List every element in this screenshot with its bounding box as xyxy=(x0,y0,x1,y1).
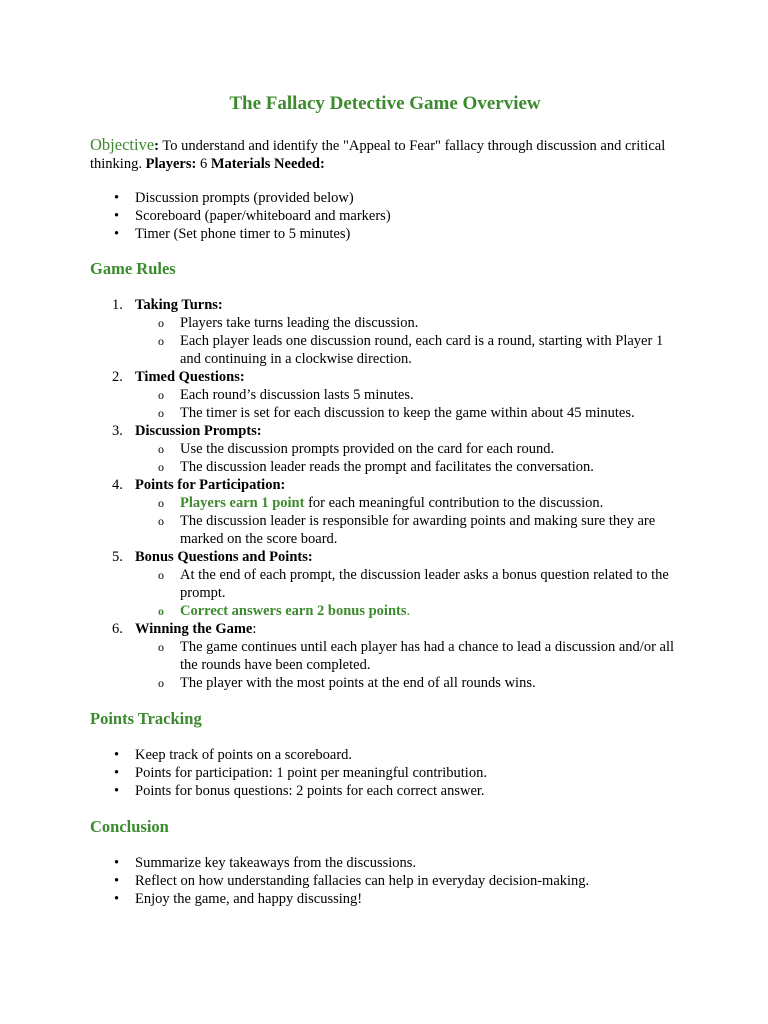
list-item: o The player with the most points at the end of all rounds wins. xyxy=(158,675,536,691)
objective-text: To understand and identify the "Appeal to Fear" fallacy through discussion and critical thinking. xyxy=(90,138,666,172)
rule-number: 3. xyxy=(112,423,123,439)
players-label: Players: xyxy=(145,156,197,172)
conclusion-list xyxy=(90,854,680,908)
sub-bullet-icon: o xyxy=(158,568,164,582)
conclusion-heading: Conclusion xyxy=(90,817,169,836)
rule-title: Winning the Game xyxy=(135,621,253,637)
rule-title: Points for Participation: xyxy=(135,477,286,493)
sub-bullet-icon: o xyxy=(158,514,164,528)
sub-bullet-icon: o xyxy=(158,442,164,456)
sub-bullet-icon: o xyxy=(158,388,164,402)
bullet-icon: • xyxy=(114,783,120,799)
rule-item-timed-questions xyxy=(112,368,680,422)
rule-item-points-participation xyxy=(112,476,680,548)
list-item: • Reflect on how understanding fallacies can help in everyday decision-making. xyxy=(114,873,590,889)
list-item: • Points for bonus questions: 2 points for each correct answer. xyxy=(114,783,485,799)
rules-list xyxy=(90,296,680,692)
sub-bullet-icon: o xyxy=(158,460,164,474)
list-item: o Each player leads one discussion round, each card is a round, starting with Player 1 and continuing in a clockwise direction. xyxy=(158,333,664,367)
sub-bullet-icon: o xyxy=(158,676,164,690)
bullet-icon: • xyxy=(114,765,120,781)
rule-item-winning: 6. Winning the Game: o The game continues until each player has had a chance to lead a discussion and/or all the rounds have been completed. o The player with the most points at the end of all rounds wins. xyxy=(135,620,680,692)
list-item: o The game continues until each player has had a chance to lead a discussion and/or all the rounds have been completed. xyxy=(158,639,675,673)
bullet-icon: • xyxy=(114,190,120,206)
list-item: • Scoreboard (paper/whiteboard and markers) xyxy=(114,208,391,224)
sub-bullet-icon: o xyxy=(158,604,164,618)
rule-title: Timed Questions: xyxy=(135,369,245,385)
list-item: o The discussion leader is responsible for awarding points and making sure they are marked on the score board. xyxy=(158,513,656,547)
sub-bullet-icon: o xyxy=(158,334,164,348)
points-tracking-heading: Points Tracking xyxy=(90,709,202,728)
list-item: • Keep track of points on a scoreboard. xyxy=(114,747,353,763)
rule-sublist xyxy=(135,494,680,548)
objective-colon: : xyxy=(154,138,159,154)
list-item: o At the end of each prompt, the discussion leader asks a bonus question related to the prompt. xyxy=(158,567,669,601)
bullet-icon: • xyxy=(114,747,120,763)
sub-bullet-icon: o xyxy=(158,316,164,330)
materials-label: Materials Needed: xyxy=(210,156,325,172)
list-item: o Use the discussion prompts provided on the card for each round. xyxy=(158,441,555,457)
rule-item-taking-turns xyxy=(112,296,680,368)
players-value: 6 xyxy=(196,156,211,172)
bullet-icon: • xyxy=(114,855,120,871)
sub-bullet-icon: o xyxy=(158,406,164,420)
materials-list xyxy=(90,189,680,243)
rule-sublist xyxy=(135,314,680,368)
rule-sublist xyxy=(135,386,680,422)
list-item: o Players take turns leading the discussion. xyxy=(158,315,419,331)
rule-number: 5. xyxy=(112,549,123,565)
objective-paragraph xyxy=(90,136,680,173)
list-item: o Each round’s discussion lasts 5 minutes. xyxy=(158,387,414,403)
list-item: o Correct answers earn 2 bonus points. xyxy=(158,603,411,619)
list-item: • Timer (Set phone timer to 5 minutes) xyxy=(114,226,351,242)
list-item: o Players earn 1 point for each meaningful contribution to the discussion. xyxy=(158,495,604,511)
bullet-icon: • xyxy=(114,226,120,242)
list-item: • Enjoy the game, and happy discussing! xyxy=(114,891,363,907)
page-title: The Fallacy Detective Game Overview xyxy=(229,93,541,114)
rule-title: Discussion Prompts: xyxy=(135,423,262,439)
list-item: • Summarize key takeaways from the discussions. xyxy=(114,855,417,871)
rule-number: 2. xyxy=(112,369,123,385)
rule-number: 4. xyxy=(112,477,123,493)
bullet-icon: • xyxy=(114,873,120,889)
rule-sublist xyxy=(135,638,680,692)
list-item: o The timer is set for each discussion to keep the game within about 45 minutes. xyxy=(158,405,635,421)
objective-label: Objective xyxy=(90,135,155,154)
document-page xyxy=(90,92,680,908)
list-item: • Points for participation: 1 point per meaningful contribution. xyxy=(114,765,487,781)
list-item: • Discussion prompts (provided below) xyxy=(114,190,354,206)
rule-title: Bonus Questions and Points: xyxy=(135,549,313,565)
sub-bullet-icon: o xyxy=(158,496,164,510)
rule-title: Taking Turns: xyxy=(135,297,223,313)
rule-number: 1. xyxy=(112,297,123,313)
list-item: o The discussion leader reads the prompt and facilitates the conversation. xyxy=(158,459,594,475)
game-rules-heading: Game Rules xyxy=(90,259,176,278)
bullet-icon: • xyxy=(114,208,120,224)
bullet-icon: • xyxy=(114,891,120,907)
rule-item-discussion-prompts xyxy=(112,422,680,476)
highlight-text: Players earn 1 point xyxy=(180,495,305,511)
rule-sublist xyxy=(135,440,680,476)
rule-item-bonus-questions xyxy=(112,548,680,620)
points-tracking-list xyxy=(90,746,680,800)
rule-number: 6. xyxy=(112,621,123,637)
rule-sublist xyxy=(135,566,680,620)
sub-bullet-icon: o xyxy=(158,640,164,654)
highlight-text: Correct answers earn 2 bonus points xyxy=(180,603,407,619)
